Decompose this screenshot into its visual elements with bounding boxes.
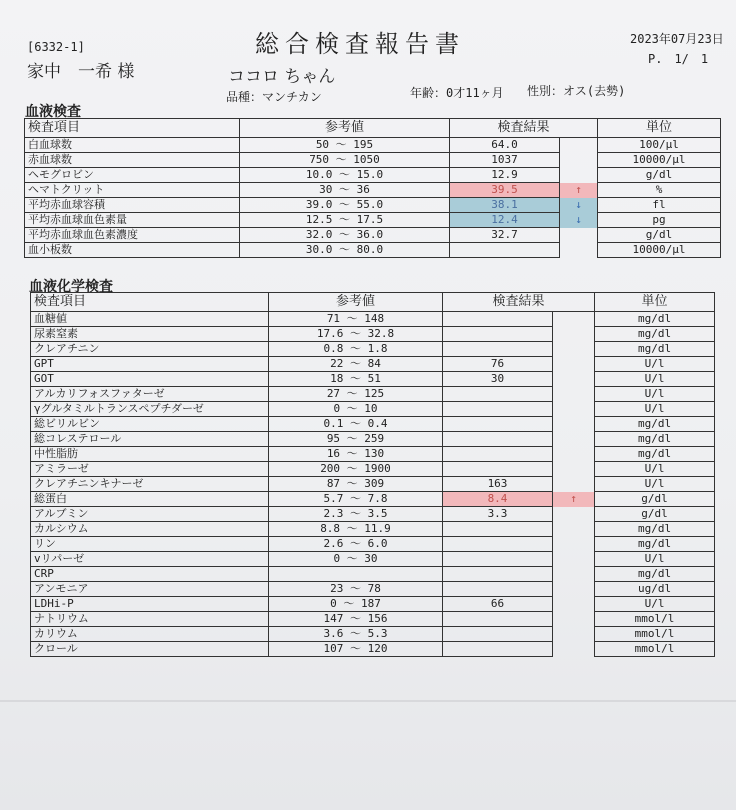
result-value: 32.7 [450, 228, 560, 243]
test-item: リン [31, 537, 269, 552]
result-value [443, 432, 553, 447]
unit: mg/dl [595, 537, 715, 552]
result-value: 8.4 [443, 492, 553, 507]
table-row [31, 522, 715, 537]
report-date: 2023年07月23日 [630, 32, 724, 46]
table-row [25, 228, 721, 243]
table-row [31, 432, 715, 447]
result-flag [553, 627, 595, 642]
breed: 品種：マンチカン [226, 90, 322, 104]
result-flag [553, 522, 595, 537]
unit: mg/dl [595, 447, 715, 462]
table-row [31, 447, 715, 462]
table-row [31, 582, 715, 597]
unit: U/l [595, 402, 715, 417]
unit: U/l [595, 372, 715, 387]
table-row [31, 417, 715, 432]
unit: mg/dl [595, 312, 715, 327]
result-flag [553, 567, 595, 582]
result-value: 12.4 [450, 213, 560, 228]
reference-range: 0.8 ～ 1.8 [269, 342, 443, 357]
reference-range: 0 ～ 187 [269, 597, 443, 612]
unit: U/l [595, 552, 715, 567]
result-flag [553, 582, 595, 597]
unit: U/l [595, 477, 715, 492]
reference-range: 8.8 ～ 11.9 [269, 522, 443, 537]
test-item: 平均赤血球血色素量 [25, 213, 240, 228]
unit: mmol/l [595, 642, 715, 657]
test-item: GPT [31, 357, 269, 372]
table-row [31, 597, 715, 612]
result-value: 38.1 [450, 198, 560, 213]
test-item: 白血球数 [25, 138, 240, 153]
reference-range: 87 ～ 309 [269, 477, 443, 492]
test-item: 総ビリルビン [31, 417, 269, 432]
test-item: 総コレステロール [31, 432, 269, 447]
section-chemistry: 血液化学検査 [29, 279, 113, 295]
blood-test-table [24, 118, 721, 258]
result-flag [553, 417, 595, 432]
result-value [443, 342, 553, 357]
unit: ug/dl [595, 582, 715, 597]
reference-range: 18 ～ 51 [269, 372, 443, 387]
table-row [31, 402, 715, 417]
result-value: 64.0 [450, 138, 560, 153]
result-flag: ↑ [560, 183, 598, 198]
header-reference: 参考値 [269, 293, 443, 312]
table-row [31, 552, 715, 567]
result-flag [553, 402, 595, 417]
table-row [31, 612, 715, 627]
reference-range: 200 ～ 1900 [269, 462, 443, 477]
result-flag [553, 387, 595, 402]
result-value [443, 627, 553, 642]
result-flag [553, 432, 595, 447]
result-flag [553, 537, 595, 552]
header-result: 検査結果 [443, 293, 595, 312]
test-item: 血小板数 [25, 243, 240, 258]
table-row [31, 537, 715, 552]
table-row [31, 477, 715, 492]
test-item: 尿素窒素 [31, 327, 269, 342]
result-flag [560, 228, 598, 243]
header-unit: 単位 [598, 119, 721, 138]
unit: U/l [595, 357, 715, 372]
result-flag: ↓ [560, 198, 598, 213]
table-row [25, 213, 721, 228]
unit: mg/dl [595, 417, 715, 432]
reference-range [269, 567, 443, 582]
reference-range: 2.3 ～ 3.5 [269, 507, 443, 522]
result-flag [553, 462, 595, 477]
reference-range: 71 ～ 148 [269, 312, 443, 327]
result-value: 39.5 [450, 183, 560, 198]
header-item: 検査項目 [25, 119, 240, 138]
table-row [31, 492, 715, 507]
result-value [443, 387, 553, 402]
result-value: 1037 [450, 153, 560, 168]
reference-range: 17.6 ～ 32.8 [269, 327, 443, 342]
unit: mg/dl [595, 342, 715, 357]
test-item: アルカリフォスファターゼ [31, 387, 269, 402]
header-reference: 参考値 [240, 119, 450, 138]
age: 年齢：0才11ヶ月 [410, 86, 504, 100]
unit: mmol/l [595, 612, 715, 627]
result-value: 163 [443, 477, 553, 492]
test-item: CRP [31, 567, 269, 582]
table-row [25, 183, 721, 198]
result-flag [560, 243, 598, 258]
reference-range: 23 ～ 78 [269, 582, 443, 597]
test-item: γグルタミルトランスペプチダーゼ [31, 402, 269, 417]
sex: 性別：オス(去勢) [527, 84, 626, 98]
report-title: 総合検査報告書 [255, 30, 465, 58]
unit: g/dl [598, 168, 721, 183]
result-value [443, 417, 553, 432]
table-header-row [25, 119, 721, 138]
result-value [443, 537, 553, 552]
section-blood: 血液検査 [25, 104, 81, 120]
reference-range: 50 ～ 195 [240, 138, 450, 153]
result-flag [553, 642, 595, 657]
result-flag [553, 372, 595, 387]
reference-range: 39.0 ～ 55.0 [240, 198, 450, 213]
result-flag [560, 138, 598, 153]
table-header-row [31, 293, 715, 312]
table-row [31, 507, 715, 522]
reference-range: 3.6 ～ 5.3 [269, 627, 443, 642]
test-item: GOT [31, 372, 269, 387]
result-value: 3.3 [443, 507, 553, 522]
test-item: ヘモグロビン [25, 168, 240, 183]
test-item: クレアチニン [31, 342, 269, 357]
result-value [443, 522, 553, 537]
result-value: 66 [443, 597, 553, 612]
result-flag [553, 552, 595, 567]
table-row [31, 642, 715, 657]
reference-range: 12.5 ～ 17.5 [240, 213, 450, 228]
test-item: 平均赤血球血色素濃度 [25, 228, 240, 243]
reference-range: 5.7 ～ 7.8 [269, 492, 443, 507]
result-value: 30 [443, 372, 553, 387]
result-value: 76 [443, 357, 553, 372]
reference-range: 32.0 ～ 36.0 [240, 228, 450, 243]
test-item: ヘマトクリット [25, 183, 240, 198]
reference-range: 750 ～ 1050 [240, 153, 450, 168]
reference-range: 107 ～ 120 [269, 642, 443, 657]
result-flag [553, 612, 595, 627]
unit: mg/dl [595, 567, 715, 582]
test-item: アルブミン [31, 507, 269, 522]
reference-range: 0 ～ 10 [269, 402, 443, 417]
result-flag: ↑ [553, 492, 595, 507]
unit: 100/μl [598, 138, 721, 153]
unit: g/dl [595, 507, 715, 522]
test-item: カルシウム [31, 522, 269, 537]
table-row [31, 327, 715, 342]
test-item: 総蛋白 [31, 492, 269, 507]
table-row [25, 138, 721, 153]
result-value [443, 567, 553, 582]
reference-range: 16 ～ 130 [269, 447, 443, 462]
table-row [25, 168, 721, 183]
table-row [25, 198, 721, 213]
unit: g/dl [595, 492, 715, 507]
table-row [31, 357, 715, 372]
reference-range: 2.6 ～ 6.0 [269, 537, 443, 552]
reference-range: 0 ～ 30 [269, 552, 443, 567]
result-value [443, 402, 553, 417]
unit: pg [598, 213, 721, 228]
test-item: 中性脂肪 [31, 447, 269, 462]
unit: 10000/μl [598, 243, 721, 258]
header-unit: 単位 [595, 293, 715, 312]
header-result: 検査結果 [450, 119, 598, 138]
result-flag: ↓ [560, 213, 598, 228]
unit: g/dl [598, 228, 721, 243]
unit: U/l [595, 462, 715, 477]
result-flag [553, 507, 595, 522]
record-code: [6332-1] [27, 40, 85, 54]
paper-fold [0, 700, 736, 702]
unit: mg/dl [595, 432, 715, 447]
result-flag [553, 477, 595, 492]
unit: fl [598, 198, 721, 213]
reference-range: 30.0 ～ 80.0 [240, 243, 450, 258]
result-value [443, 612, 553, 627]
table-row [31, 372, 715, 387]
result-flag [553, 597, 595, 612]
reference-range: 22 ～ 84 [269, 357, 443, 372]
test-item: カリウム [31, 627, 269, 642]
header-item: 検査項目 [31, 293, 269, 312]
table-row [31, 342, 715, 357]
result-flag [553, 357, 595, 372]
result-value [443, 327, 553, 342]
unit: % [598, 183, 721, 198]
test-item: 平均赤血球容積 [25, 198, 240, 213]
result-value: 12.9 [450, 168, 560, 183]
result-flag [553, 327, 595, 342]
table-row [31, 627, 715, 642]
table-row [31, 567, 715, 582]
table-row [31, 462, 715, 477]
test-item: vリパーゼ [31, 552, 269, 567]
result-value [443, 462, 553, 477]
unit: mg/dl [595, 522, 715, 537]
reference-range: 27 ～ 125 [269, 387, 443, 402]
unit: mmol/l [595, 627, 715, 642]
reference-range: 30 ～ 36 [240, 183, 450, 198]
test-item: 血糖値 [31, 312, 269, 327]
reference-range: 10.0 ～ 15.0 [240, 168, 450, 183]
table-row [25, 153, 721, 168]
test-item: LDHi-P [31, 597, 269, 612]
reference-range: 95 ～ 259 [269, 432, 443, 447]
result-flag [560, 153, 598, 168]
result-value [443, 552, 553, 567]
table-row [31, 312, 715, 327]
test-item: クレアチニンキナーゼ [31, 477, 269, 492]
result-value [443, 642, 553, 657]
reference-range: 0.1 ～ 0.4 [269, 417, 443, 432]
test-item: ナトリウム [31, 612, 269, 627]
result-flag [560, 168, 598, 183]
result-flag [553, 342, 595, 357]
table-row [25, 243, 721, 258]
patient-name: ココロ ちゃん [228, 67, 336, 87]
result-value [450, 243, 560, 258]
test-item: アンモニア [31, 582, 269, 597]
page-number: P. 1/ 1 [648, 52, 709, 66]
test-item: クロール [31, 642, 269, 657]
reference-range: 147 ～ 156 [269, 612, 443, 627]
test-item: 赤血球数 [25, 153, 240, 168]
unit: U/l [595, 597, 715, 612]
unit: 10000/μl [598, 153, 721, 168]
unit: mg/dl [595, 327, 715, 342]
result-value [443, 447, 553, 462]
result-value [443, 582, 553, 597]
result-value [443, 312, 553, 327]
result-flag [553, 312, 595, 327]
chemistry-test-table [30, 292, 715, 657]
unit: U/l [595, 387, 715, 402]
result-flag [553, 447, 595, 462]
test-item: アミラーゼ [31, 462, 269, 477]
owner-name: 家中 一希 様 [27, 62, 135, 82]
table-row [31, 387, 715, 402]
